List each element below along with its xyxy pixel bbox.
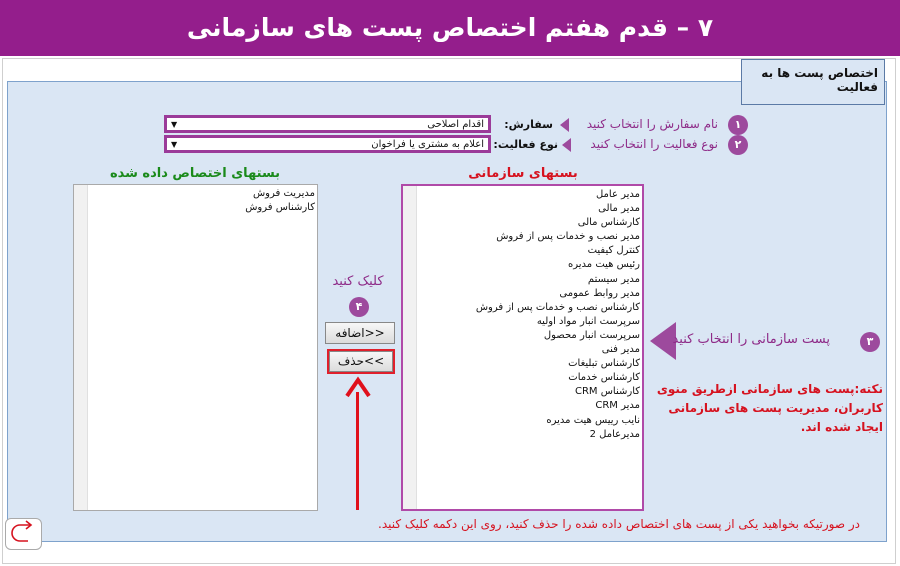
assigned-positions-heading: بستهای اختصاص داده شده [109, 166, 281, 181]
return-arrow-icon [6, 519, 41, 549]
side-note: نکته:پست های سازمانی ازطریق منوی کاربران، مدیریت پست های سازمانی ایجاد شده اند. [656, 382, 883, 434]
activity-type-select-value: اعلام به مشتری یا فراخوان [371, 139, 484, 150]
step1-hint: نام سفارش را انتخاب کنید [586, 117, 718, 131]
list-item[interactable]: کارشناس نصب و خدمات پس از فروش [475, 301, 640, 313]
list-item[interactable]: کارشناس خدمات [568, 372, 640, 384]
dropdown-arrow-icon: ▼ [171, 140, 178, 149]
activity-type-select[interactable] [164, 135, 491, 153]
step3-badge: ۳ [860, 332, 880, 352]
list-item[interactable]: مدیر نصب و خدمات پس از فروش [496, 231, 640, 243]
list-item[interactable]: مدیر فنی [601, 344, 640, 356]
list-item[interactable]: کارشناس مالی [577, 217, 640, 229]
page-banner-title: ۷ – قدم هفتم اختصاص پست های سازمانی [0, 0, 900, 56]
list-item[interactable]: رئیس هیت مدیره [568, 259, 640, 271]
list-item[interactable]: مدیر روابط عمومی [559, 287, 640, 299]
step1-badge: ۱ [728, 115, 748, 135]
bottom-note: در صورتیکه بخواهید یکی از پست های اختصاص داده شده را حذف کنید، روی این دکمه کلیک کنید. [378, 517, 860, 531]
chevron-left-icon [562, 138, 571, 152]
list-item[interactable]: نایب رییس هیت مدیره [546, 414, 640, 426]
dropdown-arrow-icon: ▼ [171, 120, 178, 129]
list-item[interactable]: کارشناس CRM [574, 386, 640, 398]
assigned-positions-list[interactable] [73, 184, 318, 511]
list-item[interactable]: مدیریت فروش [252, 188, 315, 199]
back-button[interactable] [5, 518, 42, 550]
list-item[interactable]: مدیر عامل [595, 189, 640, 200]
org-positions-list[interactable] [401, 184, 644, 511]
list-scrollbar[interactable] [403, 186, 417, 509]
step2-hint: نوع فعالیت را انتخاب کنید [590, 137, 718, 151]
step2-badge: ۲ [728, 135, 748, 155]
step4-hint: کلیک کنید [332, 274, 384, 289]
list-scrollbar[interactable] [74, 185, 88, 510]
step3-hint: پست سازمانی را انتخاب کنید [672, 332, 830, 347]
list-item[interactable]: کارشناس فروش [245, 202, 315, 214]
list-item[interactable]: مدیر مالی [598, 203, 640, 215]
tab-assign-posts[interactable]: اختصاص پست ها به فعالیت [741, 59, 885, 105]
order-select-value: اقدام اصلاحی [427, 119, 484, 130]
arrow-up-icon [356, 392, 359, 510]
step4-badge: ۴ [349, 297, 369, 317]
order-select[interactable] [164, 115, 491, 133]
list-item[interactable]: سرپرست انبار محصول [543, 329, 640, 341]
order-label: سفارش: [504, 118, 553, 131]
list-item[interactable]: کارشناس تبلیغات [568, 358, 640, 370]
list-item[interactable]: سرپرست انبار مواد اولیه [536, 315, 640, 327]
list-item[interactable]: مدیرعامل 2 [589, 428, 640, 440]
list-item[interactable]: کنترل کیفیت [587, 245, 640, 257]
chevron-left-icon [560, 118, 569, 132]
activity-type-label: نوع فعالیت: [493, 138, 558, 151]
org-positions-heading: بستهای سازمانی [468, 166, 578, 181]
list-item[interactable]: مدیر CRM [595, 400, 640, 412]
list-item[interactable]: مدیر سیستم [587, 273, 640, 285]
remove-button[interactable]: حذف<< [329, 351, 393, 372]
add-button[interactable]: اضافه>> [325, 322, 395, 344]
arrow-up-head-icon [345, 376, 371, 398]
